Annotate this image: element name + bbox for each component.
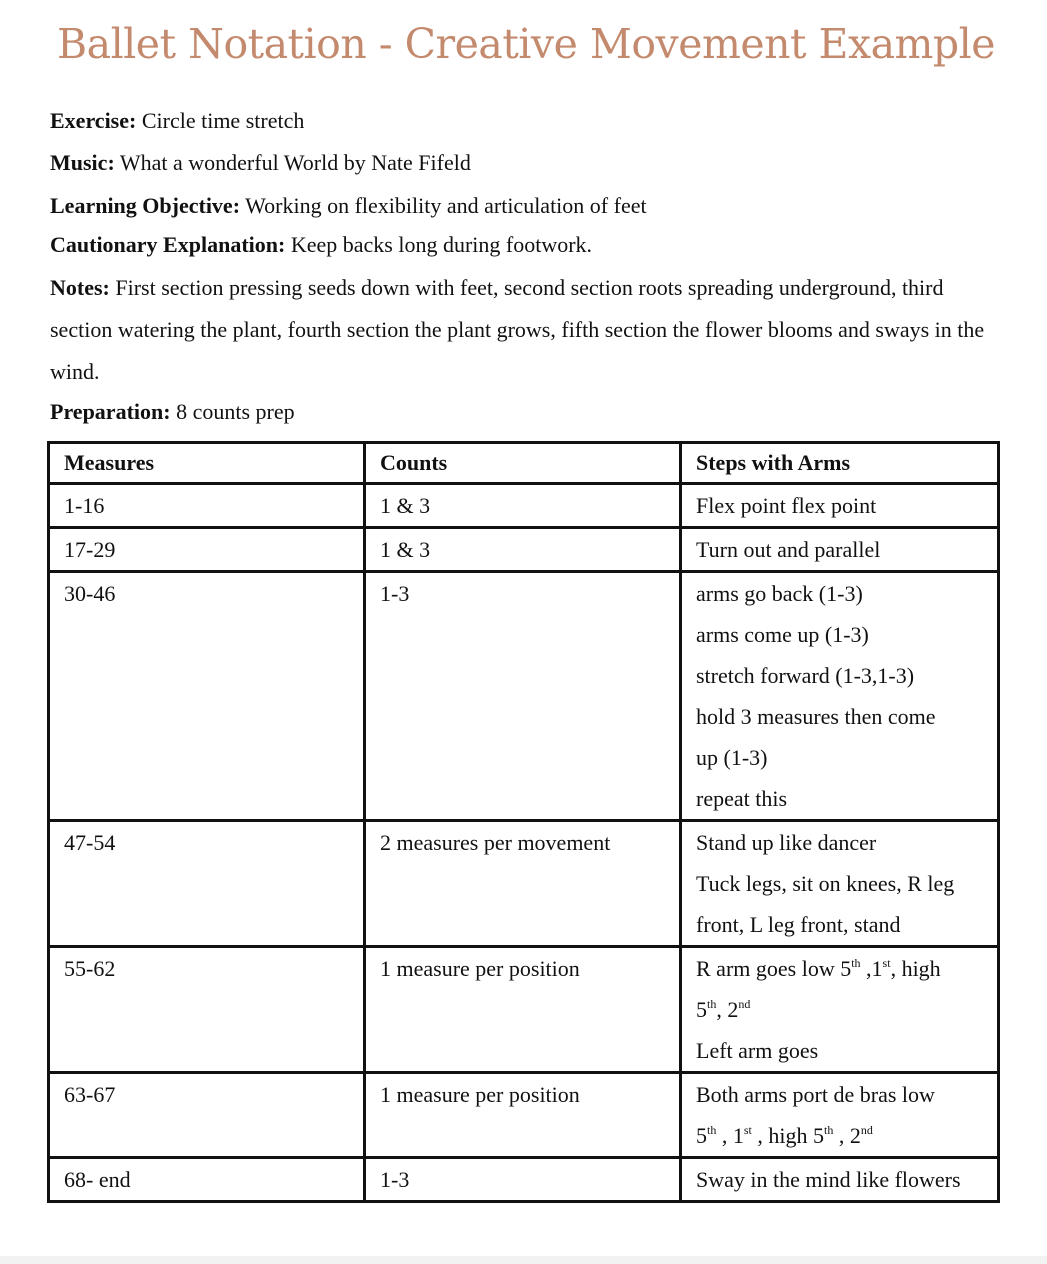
table-row [49,821,999,947]
counts-cell: 1 measure per position [365,947,681,1073]
music-value: What a wonderful World by Nate Fifeld [119,150,471,175]
table-row [49,484,999,528]
measures-cell: 17-29 [49,528,365,572]
table-row [49,572,999,821]
notes-label: Notes: [50,275,110,300]
table-row [49,1158,999,1202]
step-line: Left arm goes [696,1038,819,1063]
objective-line [50,185,1010,227]
measures-cell: 1-16 [49,484,365,528]
counts-cell: 1-3 [365,1158,681,1202]
preparation-line [50,391,1010,433]
step-line: Both arms port de bras low [696,1082,935,1107]
counts-cell: 1 & 3 [365,528,681,572]
step-line: R arm goes low 5th ,1st, high [696,956,941,981]
measures-cell: 68- end [49,1158,365,1202]
header-steps: Steps with Arms [681,443,999,484]
step-line: Flex point flex point [696,493,877,518]
header-measures: Measures [49,443,365,484]
notes-value: First section pressing seeds down with feet, second section roots spreading underground, third section watering the plant, fourth section the plant grows, fifth section the flower blooms and sways in the wind. [50,275,985,384]
step-line: arms go back (1-3) [696,581,863,606]
objective-value: Working on flexibility and articulation of feet [245,193,647,218]
steps-cell [681,821,999,947]
table-row [49,528,999,572]
measures-cell: 47-54 [49,821,365,947]
caution-label: Cautionary Explanation: [50,232,286,257]
steps-cell [681,947,999,1073]
step-line: front, L leg front, stand [696,912,901,937]
counts-cell: 1-3 [365,572,681,821]
step-line: 5th, 2nd [696,997,751,1022]
step-line: Turn out and parallel [696,537,881,562]
exercise-value: Circle time stretch [141,108,305,133]
counts-cell: 1 & 3 [365,484,681,528]
step-line: arms come up (1-3) [696,622,869,647]
measures-cell: 63-67 [49,1073,365,1158]
measures-cell: 55-62 [49,947,365,1073]
caution-line [50,224,1010,266]
page-bottom-bar [0,1256,1047,1264]
caution-value: Keep backs long during footwork. [290,232,593,257]
steps-cell [681,484,999,528]
table-row [49,1073,999,1158]
exercise-line [50,100,1010,142]
music-label: Music: [50,150,115,175]
counts-cell: 1 measure per position [365,1073,681,1158]
preparation-value: 8 counts prep [176,399,295,424]
steps-cell [681,1158,999,1202]
step-line: Stand up like dancer [696,830,877,855]
step-line: Tuck legs, sit on knees, R leg [696,871,955,896]
notes-paragraph [50,267,1000,393]
notation-table [47,441,1000,1203]
measures-cell: 30-46 [49,572,365,821]
steps-cell [681,572,999,821]
step-line: stretch forward (1-3,1-3) [696,663,915,688]
page-title: Ballet Notation - Creative Movement Example [57,20,996,68]
counts-cell: 2 measures per movement [365,821,681,947]
step-line: up (1-3) [696,745,768,770]
objective-label: Learning Objective: [50,193,241,218]
table-header-row [49,443,999,484]
step-line: repeat this [696,786,788,811]
preparation-label: Preparation: [50,399,171,424]
table-row [49,947,999,1073]
step-line: 5th , 1st , high 5th , 2nd [696,1123,873,1148]
step-line: hold 3 measures then come [696,704,936,729]
exercise-label: Exercise: [50,108,137,133]
header-counts: Counts [365,443,681,484]
step-line: Sway in the mind like flowers [696,1167,961,1192]
steps-cell [681,528,999,572]
steps-cell [681,1073,999,1158]
music-line [50,142,1010,184]
